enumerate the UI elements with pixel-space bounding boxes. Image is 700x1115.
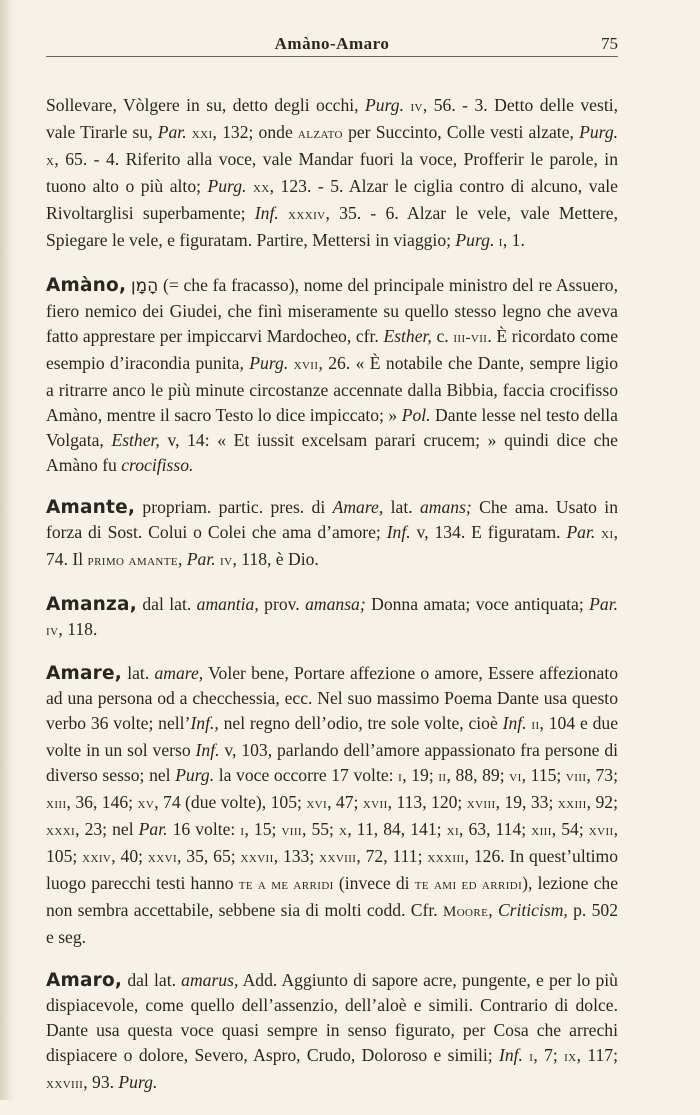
text-run: , 35. - 6. Alzar le vele, vale Mettere, Spiegare le vele, e figuratam. Partire, Mettersi in viaggio; (46, 203, 618, 250)
italic-text: Purg. (365, 95, 404, 115)
text-run: , 113, 120; (387, 792, 467, 813)
italic-text: amans; (419, 497, 472, 518)
smallcaps-text: xiii (46, 796, 67, 813)
italic-text: Purg. (118, 1071, 158, 1092)
text-run: , 55; (301, 819, 339, 840)
smallcaps-text: iv (220, 553, 233, 570)
smallcaps-text: xi (446, 823, 460, 840)
italic-text: Purg. (175, 765, 215, 786)
smallcaps-text: xxxiv (288, 207, 326, 223)
text-run: , 118, è Dio. (232, 549, 319, 570)
italic-text: amantia, (196, 593, 259, 614)
entry-amante (46, 495, 618, 574)
smallcaps-text: te ami ed arridi (414, 877, 523, 894)
text-run: , 72, 111; (356, 846, 428, 867)
text-run: per Succinto, Colle vesti alzate, (342, 122, 580, 142)
text-run: , 132; onde (212, 122, 298, 142)
italic-text: Purg. (249, 352, 289, 373)
smallcaps-text: xv (137, 796, 155, 813)
italic-text: Esther, (111, 429, 160, 450)
text-run: ), lezione che non sembra accettabile, sebbene sia di molti codd. Cfr. (46, 873, 619, 921)
smallcaps-text: i (240, 823, 245, 840)
text-run: , 133; (273, 846, 320, 867)
italic-text: Inf. (498, 1044, 523, 1065)
text-run: (= che fa fracasso), nome del principale ministro del re Assuero, fiero nemico dei Giudei, che finì miseramente su quello stesso legno che aveva fatto apprestare per impiccarvi Mardocheo, cfr. (46, 274, 618, 346)
italic-text: Amare, (332, 497, 384, 518)
smallcaps-text: xxxi (46, 823, 76, 840)
text-run: , 7; (533, 1044, 565, 1065)
italic-text: amare, (154, 663, 204, 684)
italic-text: Criticism, (497, 900, 568, 921)
italic-text: Par. (589, 593, 618, 614)
text-run: v, 14: « Et iussit excelsam parari crucem; » quindi dice che Amàno fu (46, 429, 618, 475)
text-run: , 11, 84, 141; (347, 819, 447, 840)
smallcaps-text: i (529, 1048, 534, 1065)
text-run: v, 134. E figuratam. (410, 522, 567, 543)
text-run: , 123. - 5. Alzar le ciglia contro di alcuno, vale Rivoltarglisi superbamente; (46, 176, 618, 223)
entry-amare (46, 661, 618, 950)
italic-text: Par. (186, 549, 216, 570)
smallcaps-text: xxviii (46, 1075, 84, 1092)
text-run: nel regno dell’odio, tre sole volte, cioè (218, 713, 503, 734)
smallcaps-text: iii-vii (453, 329, 488, 346)
italic-text: amarus, (181, 969, 239, 990)
headword: Amare, (46, 663, 122, 685)
smallcaps-text: xxiv (82, 850, 112, 867)
italic-text: crocifisso. (121, 454, 194, 475)
italic-text: Pol. (401, 404, 431, 425)
smallcaps-text: x (338, 823, 348, 840)
headword: Amanza, (46, 593, 137, 615)
text-run: , 63, 114; (459, 819, 532, 840)
text-run: , (178, 549, 187, 570)
text-run: Sollevare, Vòlgere in su, detto degli occhi, (46, 95, 366, 115)
smallcaps-text: ii (438, 769, 447, 786)
page-number: 75 (601, 34, 618, 53)
text-run: , 54; (551, 819, 589, 840)
entries (46, 93, 618, 1097)
smallcaps-text: ii (531, 717, 540, 734)
text-run: prov. (258, 593, 306, 614)
running-head (46, 30, 618, 57)
text-run (279, 203, 288, 223)
text-run: , 35, 65; (177, 846, 241, 867)
dictionary-page (46, 30, 618, 1115)
smallcaps-text: xiii (531, 823, 552, 840)
text-run: , 19, 33; (495, 792, 558, 813)
text-run: propriam. partic. pres. di (135, 497, 333, 518)
text-run: , 19; (402, 765, 439, 786)
text-run: , 1. (502, 230, 525, 250)
smallcaps-text: te a me arridi (238, 877, 334, 894)
text-run: Dante lesse nel testo della Volgata, (46, 404, 618, 450)
text-run: , 105; (46, 819, 618, 867)
smallcaps-text: iv (46, 622, 59, 639)
smallcaps-text: xxxiii (427, 850, 465, 867)
text-run: , 15; (244, 819, 282, 840)
text-run: dal lat. (122, 969, 182, 990)
text-run: , 126. In quest’ultimo luogo parecchi testi hanno (46, 846, 618, 894)
running-title: Amàno-Amaro (274, 34, 390, 53)
headword: Amante, (46, 497, 136, 519)
smallcaps-text: xvii (293, 356, 319, 373)
hebrew-word: הָמָן (130, 275, 159, 296)
italic-text: Esther, (383, 325, 432, 346)
smallcaps-text: xx (252, 180, 270, 196)
italic-text: Inf. (386, 522, 411, 543)
italic-text: Inf. (195, 740, 220, 761)
text-run: , 74 (due volte), 105; (154, 792, 307, 813)
text-run: , 26. « È notabile che Dante, sempre ligio a ritrarre anco le più minute circostanze accennate dalla Bibbia, faccia crocifisso Amàno, mentre il sacro Testo lo dice impiccato; » (46, 352, 619, 425)
text-run: la voce occorre 17 volte: (214, 765, 399, 786)
italic-text: Inf., (190, 713, 219, 734)
italic-text: Purg. (579, 122, 619, 142)
smallcaps-text: xvi (306, 796, 328, 813)
text-run: 16 volte: (167, 819, 241, 840)
text-run: , 56. - 3. Detto delle vesti, vale Tirarle su, (46, 95, 618, 142)
smallcaps-text: xxvi (147, 850, 178, 867)
page-gutter-shadow (0, 0, 14, 1100)
text-run: Donna amata; voce antiquata; (365, 593, 590, 614)
smallcaps-text: xxi (191, 126, 213, 142)
text-run: Che ama. Usato in forza di Sost. Colui o Colei che ama d’amore; (46, 497, 618, 543)
headword: Amaro, (46, 969, 123, 991)
italic-text: amansa; (305, 593, 366, 614)
entry-amano (46, 273, 618, 478)
text-run: , 23; nel (75, 819, 139, 840)
text-run: , 92; (586, 792, 618, 813)
text-run: , 73; (586, 765, 618, 786)
smallcaps-text: xxviii (319, 850, 357, 867)
smallcaps-text: xxvii (240, 850, 274, 867)
italic-text: Par. (157, 122, 187, 142)
text-run: , 88, 89; (446, 765, 510, 786)
italic-text: Purg. (455, 230, 495, 250)
headword: Amàno, (46, 274, 127, 296)
smallcaps-text: xxiii (557, 796, 587, 813)
text-run: , 47; (327, 792, 363, 813)
smallcaps-text: xvii (588, 823, 614, 840)
entry-amaro (46, 968, 618, 1097)
text-run: c. (431, 325, 454, 346)
text-run: , 36, 146; (66, 792, 138, 813)
entry-amanza (46, 592, 618, 644)
smallcaps-text: Moore (442, 904, 489, 921)
text-run: , 115; (521, 765, 566, 786)
smallcaps-text: alzato (297, 126, 343, 142)
text-run: lat. (383, 497, 420, 518)
smallcaps-text: xviii (466, 796, 496, 813)
text-run: , 74. Il (46, 522, 618, 570)
smallcaps-text: viii (281, 823, 302, 840)
text-run: , 117; (576, 1044, 618, 1065)
text-run: , 40; (111, 846, 148, 867)
italic-text: Par. (566, 522, 596, 543)
text-run: Add. Aggiunto di sapore acre, pungente, e per lo più dispiacevole, come quello dell’assenzio, dell’aloè e simili. Contrario di dolce. Dante usa questa voce quasi sempre in senso figurato, per Cosa che arrechi dispiacere o dolore, Severo, Aspro, Crudo, Doloroso e simili; (46, 969, 618, 1065)
entry-alzare-continuation (46, 93, 618, 255)
text-run: lat. (121, 663, 155, 684)
text-run: (invece di (333, 873, 415, 894)
text-run: , 93. (83, 1071, 119, 1092)
smallcaps-text: ix (564, 1048, 577, 1065)
smallcaps-text: i (498, 234, 503, 250)
smallcaps-text: xvii (362, 796, 388, 813)
smallcaps-text: iv (410, 99, 423, 115)
smallcaps-text: vi (509, 769, 522, 786)
smallcaps-text: i (398, 769, 403, 786)
text-run: , 104 e due volte in un sol verso (46, 713, 618, 761)
text-run: , 65. - 4. Riferito alla voce, vale Mandar fuori la voce, Profferir le parole, in tuono alto o più alto; (46, 149, 618, 196)
smallcaps-text: primo amante (87, 553, 178, 570)
text-run: Voler bene, Portare affezione o amore, Essere affezionato ad una persona od a checchessia, ecc. Nel suo massimo Poema Dante usa questo verbo 36 volte; nell’ (46, 663, 618, 734)
text-run: . È ricordato come esempio d’iracondia punita, (46, 325, 618, 373)
text-run: , (488, 900, 498, 921)
italic-text: Par. (138, 819, 168, 840)
text-run: dal lat. (136, 593, 197, 614)
text-run: , 118. (58, 618, 98, 639)
text-run: p. 502 e seg. (46, 900, 619, 948)
smallcaps-text: xi (601, 526, 614, 543)
text-run: v, 103, parlando dell’amore appassionato fra persone di diverso sesso; nel (46, 740, 619, 786)
italic-text: Purg. (207, 176, 247, 196)
italic-text: Inf. (502, 713, 527, 734)
smallcaps-text: x (46, 153, 55, 169)
italic-text: Inf. (254, 203, 279, 223)
smallcaps-text: viii (565, 769, 587, 786)
